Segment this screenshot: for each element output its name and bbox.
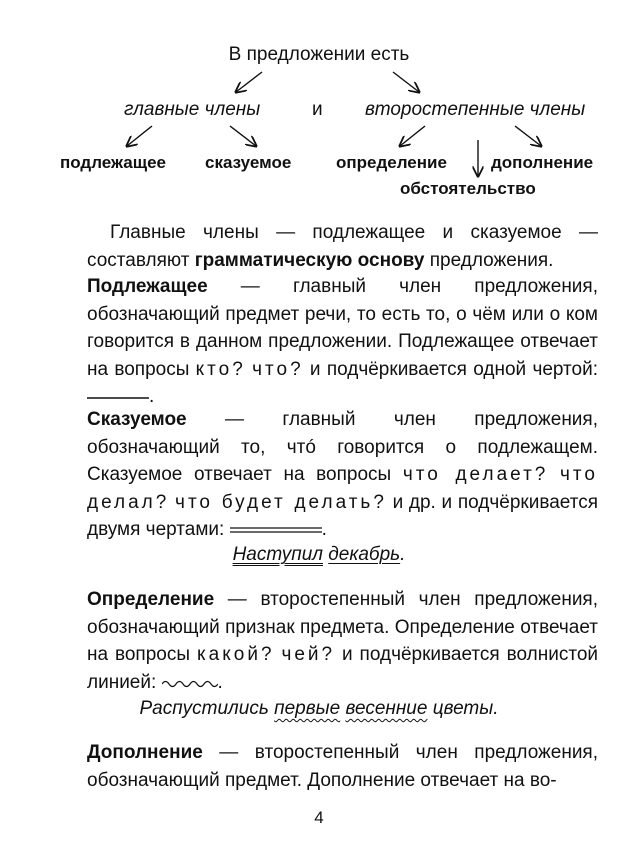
wavy-line-sample — [162, 678, 218, 688]
example2-word1: Распустились — [139, 698, 275, 719]
scheme-predicate: сказуемое — [205, 153, 292, 172]
example1-subject: декабрь — [328, 544, 401, 565]
example1-predicate: Наступил — [232, 544, 323, 565]
question-who: кто? — [195, 358, 246, 380]
paragraph-grammatical-basis — [87, 219, 598, 274]
example-sentence-2 — [0, 698, 638, 720]
scheme-subject: подлежащее — [60, 153, 166, 172]
example-sentence-1 — [0, 544, 638, 566]
arrow-to-subject — [127, 126, 152, 146]
paragraph-attribute — [87, 586, 598, 696]
double-line-sample — [230, 525, 322, 535]
question-whose: чей? — [281, 644, 336, 666]
example1-end: . — [400, 544, 406, 565]
question-what-will-do: что будет делать? — [175, 491, 387, 513]
example2-attribute-2: весенние — [345, 698, 428, 719]
scheme-attribute: определение — [336, 153, 447, 172]
arrow-to-predicate — [230, 126, 256, 146]
para5-text1: — второстепенный член предложения, обозначающий предмет. Дополнение отвечает на во- — [87, 742, 598, 791]
arrow-to-secondary — [393, 72, 419, 92]
example2-attribute-1: первые — [274, 698, 341, 719]
para2-text1: — главный член предложения, обозначающий предмет речи, то есть то, о чём или о ком говорится в данном предложении. Подлежащее отвечает на вопросы — [87, 276, 598, 380]
subject-term: Подлежащее — [87, 276, 208, 297]
para1-text2: предложения. — [424, 249, 554, 271]
question-what: что? — [252, 358, 304, 380]
scheme-main-members: главные члены — [124, 99, 261, 120]
scheme-and: и — [312, 99, 323, 120]
question-what-does: что делает? — [402, 464, 549, 486]
single-line-sample — [87, 393, 149, 401]
paragraph-predicate — [87, 406, 598, 544]
para4-end: . — [217, 671, 223, 693]
paragraph-subject — [87, 273, 598, 411]
para2-text2: и подчёркивается одной чертой: — [303, 358, 599, 380]
para4-text1: — второстепенный член предложения, обозначающий признак предмета. Определение отвечает на вопросы — [87, 589, 598, 666]
attribute-term: Определение — [87, 589, 215, 610]
predicate-term: Сказуемое — [87, 409, 187, 430]
object-term: Дополнение — [87, 742, 203, 763]
para1-text1: Главные члены — подлежащее и сказуемое — составляют — [87, 222, 598, 271]
scheme-secondary-members: второстепенные члены — [365, 99, 586, 120]
scheme-title: В предложении есть — [228, 44, 410, 65]
question-which: какой? — [196, 644, 275, 666]
page-number: 4 — [314, 808, 324, 827]
arrow-to-attribute — [400, 126, 425, 146]
arrow-to-object — [515, 126, 541, 146]
example2-word2: цветы. — [427, 698, 499, 719]
para2-end: . — [149, 386, 155, 408]
para3-text1: — главный член предложения, обозначающий то, чтó говорится о подлежащем. Сказуемое отвечает на вопросы — [87, 409, 598, 486]
para3-end: . — [321, 519, 327, 541]
para4-text2: и подчёркивается волнистой линией: — [87, 644, 598, 693]
grammatical-basis-term: грамматическую основу — [194, 249, 425, 271]
arrow-to-main — [236, 72, 262, 92]
scheme-adverbial: обстоятельство — [400, 179, 536, 198]
question-what-did: что делал? — [87, 464, 598, 513]
paragraph-object — [87, 739, 598, 794]
scheme-object: дополнение — [491, 153, 594, 172]
para3-text2: и др. и подчёркивается двумя чертами: — [87, 491, 598, 541]
